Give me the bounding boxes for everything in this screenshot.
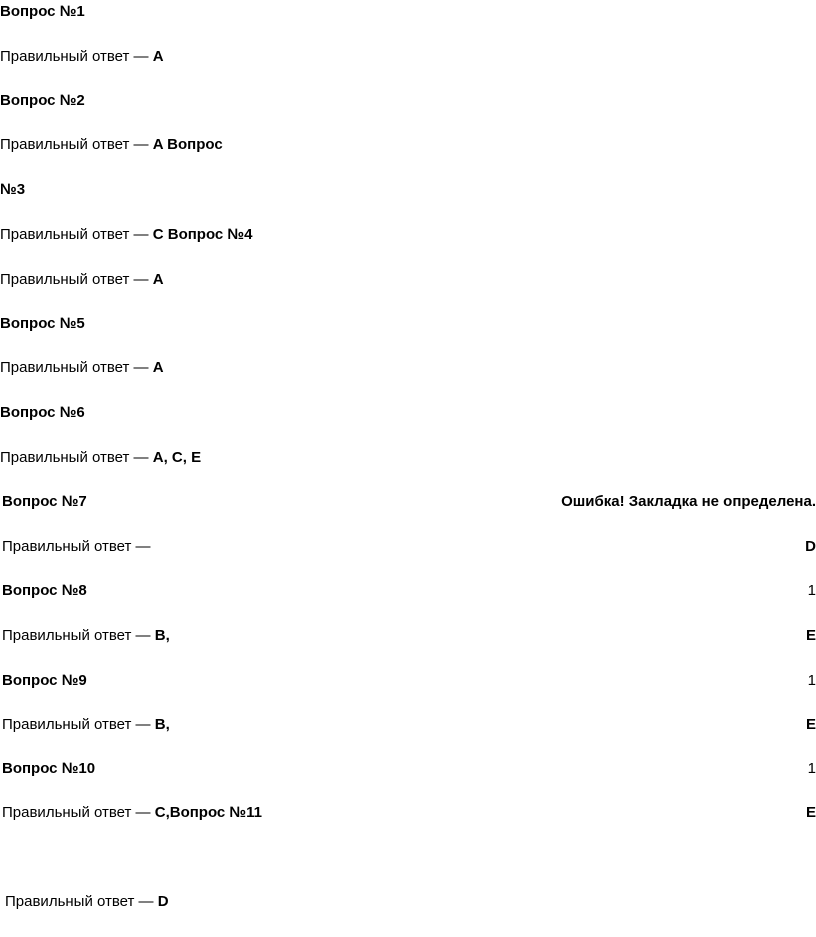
- page-number: 1: [807, 760, 816, 777]
- answer-prefix: Правильный ответ —: [2, 627, 151, 644]
- answer-prefix: Правильный ответ —: [0, 359, 149, 376]
- question-1-title: Вопрос №1: [0, 3, 85, 20]
- question-9-row: [2, 671, 816, 691]
- answer-prefix: Правильный ответ —: [2, 804, 151, 821]
- answer-value: С Вопрос №4: [152, 226, 253, 243]
- answer-11: [5, 892, 816, 912]
- question-9-title: Вопрос №9: [2, 672, 87, 689]
- answer-prefix: Правильный ответ —: [5, 893, 154, 910]
- question-6-title: Вопрос №6: [0, 404, 85, 421]
- question-7-title: Вопрос №7: [2, 493, 87, 510]
- answer-6: [0, 448, 816, 468]
- question-2-title: Вопрос №2: [0, 92, 85, 109]
- question-7-row: [2, 492, 816, 512]
- question-10-row: [2, 759, 816, 779]
- answer-value-right: E: [805, 804, 816, 821]
- page-number: 1: [807, 672, 816, 689]
- answer-value: A, C, E: [152, 449, 202, 466]
- answer-value: C,Вопрос №11: [154, 804, 263, 821]
- question-5-title: Вопрос №5: [0, 315, 85, 332]
- answer-value: B,: [154, 716, 170, 733]
- answer-value: A: [152, 359, 164, 376]
- answer-8: [2, 626, 816, 646]
- answer-5: [0, 358, 816, 378]
- answer-1: [0, 47, 816, 67]
- answer-prefix: Правильный ответ —: [2, 716, 151, 733]
- answer-10: [2, 803, 816, 823]
- answer-prefix: Правильный ответ —: [0, 226, 149, 243]
- answer-value: D: [157, 893, 169, 910]
- answer-value: D: [805, 538, 816, 555]
- answer-prefix: Правильный ответ —: [0, 48, 149, 65]
- answer-value: B,: [154, 627, 170, 644]
- bookmark-error: Ошибка! Закладка не определена.: [561, 493, 816, 510]
- answer-9: [2, 715, 816, 735]
- question-8-row: [2, 581, 816, 601]
- answer-prefix: Правильный ответ —: [0, 136, 149, 153]
- answer-4: [0, 270, 816, 290]
- answer-prefix: Правильный ответ —: [2, 538, 151, 555]
- answer-7: [2, 537, 816, 557]
- answer-value: A Вопрос: [152, 136, 223, 153]
- answer-prefix: Правильный ответ —: [0, 271, 149, 288]
- question-3-title-wrap: №3: [0, 181, 26, 198]
- question-8-title: Вопрос №8: [2, 582, 87, 599]
- answer-3: [0, 225, 816, 245]
- question-10-title: Вопрос №10: [2, 760, 96, 777]
- answer-prefix: Правильный ответ —: [0, 449, 149, 466]
- answer-value: A: [152, 48, 164, 65]
- answer-value-right: E: [805, 716, 816, 733]
- page-number: 1: [807, 582, 816, 599]
- answer-2: [0, 135, 816, 155]
- answer-value-right: E: [805, 627, 816, 644]
- answer-value: A: [152, 271, 164, 288]
